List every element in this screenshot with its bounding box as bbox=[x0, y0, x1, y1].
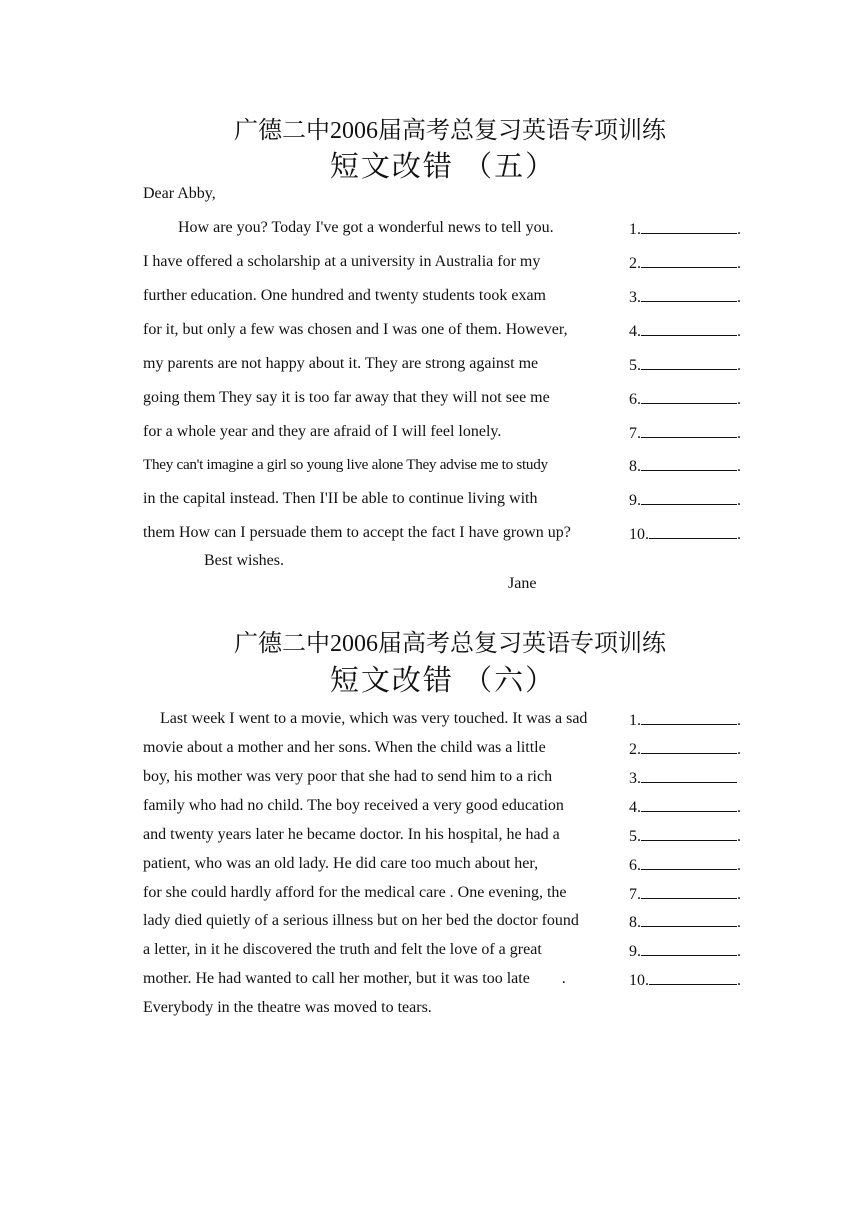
s5-answer-blank[interactable]: 6. . bbox=[629, 391, 741, 408]
s5-answer-blank[interactable]: 8. . bbox=[629, 458, 741, 475]
section5-subtitle: 短文改错 （五） bbox=[329, 151, 557, 183]
blank-number: 7. bbox=[629, 886, 641, 903]
s6-line-8: lady died quietly of a serious illness but on her bed the doctor found bbox=[143, 912, 579, 929]
s5-answer-blank[interactable]: 5. . bbox=[629, 357, 741, 374]
s6-line-9: a letter, in it he discovered the truth and felt the love of a great bbox=[143, 941, 542, 958]
s5-line-10: them How can I persuade them to accept the fact I have grown up? bbox=[143, 524, 571, 541]
s6-answer-blank[interactable]: 1. . bbox=[629, 712, 741, 729]
s6-answer-blank[interactable]: 8. . bbox=[629, 914, 741, 931]
s5-answer-blank[interactable]: 9. . bbox=[629, 492, 741, 509]
s6-line-3: boy, his mother was very poor that she had to send him to a rich bbox=[143, 768, 553, 785]
s5-answer-blank[interactable]: 3. . bbox=[629, 289, 741, 306]
salutation: Dear Abby, bbox=[143, 185, 216, 202]
s6-line-6: patient, who was an old lady. He did care too much about her, bbox=[143, 855, 539, 872]
section6-title: 广德二中2006届高考总复习英语专项训练 bbox=[234, 631, 666, 657]
blank-number: 4. bbox=[629, 799, 641, 816]
s6-answer-blank[interactable]: 2. . bbox=[629, 741, 741, 758]
closing: Best wishes. bbox=[204, 552, 284, 569]
blank-number: 3. bbox=[629, 289, 641, 306]
section6-subtitle: 短文改错 （六） bbox=[329, 665, 557, 697]
s5-line-7: for a whole year and they are afraid of I will feel lonely. bbox=[143, 423, 502, 440]
blank-number: 10. bbox=[629, 526, 649, 543]
s6-line-11: Everybody in the theatre was moved to tears. bbox=[143, 999, 432, 1016]
section5-title: 广德二中2006届高考总复习英语专项训练 bbox=[234, 118, 666, 144]
blank-number: 5. bbox=[629, 828, 641, 845]
s5-line-5: my parents are not happy about it. They are strong against me bbox=[143, 355, 539, 372]
blank-number: 6. bbox=[629, 391, 641, 408]
s6-answer-blank[interactable]: 10. . bbox=[629, 972, 741, 989]
s5-line-3: further education. One hundred and twenty students took exam bbox=[143, 287, 546, 304]
blank-number: 3. bbox=[629, 770, 641, 787]
blank-number: 4. bbox=[629, 323, 641, 340]
blank-number: 8. bbox=[629, 914, 641, 931]
s5-answer-blank[interactable]: 1. . bbox=[629, 221, 741, 238]
blank-number: 9. bbox=[629, 492, 641, 509]
s6-answer-blank[interactable]: 7. . bbox=[629, 886, 741, 903]
blank-number: 7. bbox=[629, 425, 641, 442]
blank-number: 9. bbox=[629, 943, 641, 960]
blank-number: 1. bbox=[629, 221, 641, 238]
s6-answer-blank[interactable]: 4. . bbox=[629, 799, 741, 816]
blank-number: 5. bbox=[629, 357, 641, 374]
s6-answer-blank[interactable]: 5. . bbox=[629, 828, 741, 845]
s5-answer-blank[interactable]: 2. . bbox=[629, 255, 741, 272]
s5-answer-blank[interactable]: 7. . bbox=[629, 425, 741, 442]
s5-answer-blank[interactable]: 4. . bbox=[629, 323, 741, 340]
s6-answer-blank[interactable]: 6. . bbox=[629, 857, 741, 874]
s6-line-10: mother. He had wanted to call her mother, but it was too late . bbox=[143, 970, 566, 987]
signature: Jane bbox=[508, 575, 537, 592]
s6-answer-blank[interactable] bbox=[629, 768, 737, 788]
s6-line-1: Last week I went to a movie, which was very touched. It was a sad bbox=[160, 710, 588, 727]
s6-line-7: for she could hardly afford for the medical care . One evening, the bbox=[143, 884, 567, 901]
blank-number: 2. bbox=[629, 255, 641, 272]
s5-line-9: in the capital instead. Then I'II be able to continue living with bbox=[143, 490, 538, 507]
blank-number: 10. bbox=[629, 972, 649, 989]
s6-line-5: and twenty years later he became doctor. In his hospital, he had a bbox=[143, 826, 560, 843]
s5-line-4: for it, but only a few was chosen and I was one of them. However, bbox=[143, 321, 568, 338]
blank-number: 8. bbox=[629, 458, 641, 475]
s5-line-8: They can't imagine a girl so young live alone They advise me to study bbox=[143, 456, 548, 473]
blank-number: 6. bbox=[629, 857, 641, 874]
s5-answer-blank[interactable]: 10. . bbox=[629, 526, 741, 543]
s5-line-2: I have offered a scholarship at a university in Australia for my bbox=[143, 253, 541, 270]
s5-line-1: How are you? Today I've got a wonderful news to tell you. bbox=[178, 219, 554, 236]
s6-line-2: movie about a mother and her sons. When the child was a little bbox=[143, 739, 546, 756]
s6-answer-blank[interactable]: 9. . bbox=[629, 943, 741, 960]
s5-line-6: going them They say it is too far away that they will not see me bbox=[143, 389, 550, 406]
blank-number: 1. bbox=[629, 712, 641, 729]
s6-line-4: family who had no child. The boy received a very good education bbox=[143, 797, 564, 814]
blank-number: 2. bbox=[629, 741, 641, 758]
